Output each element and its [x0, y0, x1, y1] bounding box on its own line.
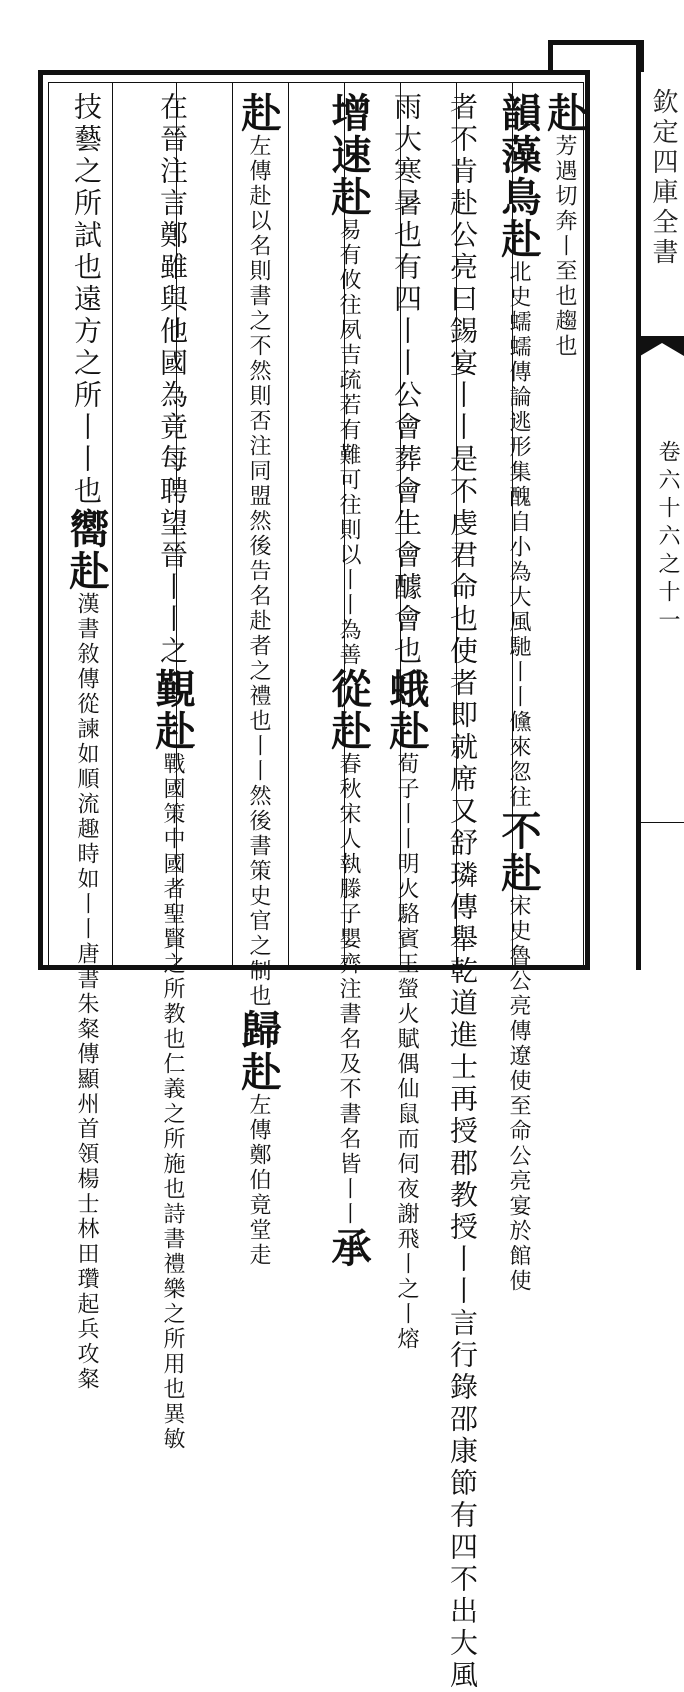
annotation-text: 易有攸往夙吉疏若有難可往則以丨丨為善	[336, 218, 361, 668]
volume-label: 卷六十六之十一	[655, 440, 680, 636]
annotation-text: 芳遇切奔丨至也趨也	[552, 134, 577, 359]
annotation-text: 北史蠕蠕傳論逃形集醜自小為大風馳丨丨儵來忽往	[506, 260, 531, 810]
entry-heading: 覲赴	[149, 668, 196, 752]
entry-heading: 從赴	[325, 668, 372, 752]
annotation-text: 春秋宋人執滕子嬰齊注書名及不書名皆丨丨	[336, 752, 361, 1227]
annotation-text: 戰國策中國者聖賢之所教也仁義之所施也詩書禮樂之所用也異敏	[160, 752, 185, 1452]
margin-rule	[640, 822, 684, 823]
entry-heading: 不赴	[495, 810, 542, 894]
entry-heading: 韻藻鳥赴	[495, 92, 542, 260]
entry-heading: 嚮赴	[63, 508, 110, 592]
entry-heading: 赴	[541, 92, 588, 134]
text-column	[120, 92, 200, 1452]
annotation-text: 左傳鄭伯竟堂走	[246, 1093, 271, 1268]
body-text: 雨大寒暑也有四丨丨公會葬會生會醵會也	[390, 92, 423, 668]
annotation-text: 左傳赴以名則書之不然則否注同盟然後告名赴者之禮也丨丨然後書策史官之制也	[246, 134, 271, 1009]
text-column	[290, 92, 376, 1269]
entry-heading: 歸赴	[235, 1009, 282, 1093]
body-text: 者不肯赴公亮曰錫宴丨丨是不虔君命也使者即就席又舒璘傳舉乾道進士再授郡教授丨丨言行錄邵康節有四不出大風	[446, 92, 479, 1692]
annotation-text: 荀子丨丨明火駱賓王螢火賦偶仙鼠而伺夜謝飛丨之丨熔	[394, 752, 419, 1352]
annotation-text: 宋史魯公亮傳遼使至命公亮宴於館使	[506, 894, 531, 1294]
entry-heading: 赴	[235, 92, 282, 134]
text-column	[200, 92, 286, 1268]
body-text: 在晉注言鄭雖與他國為竟每聘望晉丨丨之	[156, 92, 189, 668]
book-title: 欽定四庫全書	[648, 88, 678, 268]
entry-heading: 增速赴	[325, 92, 372, 218]
text-column	[378, 92, 434, 1352]
body-text: 技藝之所試也遠方之所丨丨也	[70, 92, 103, 508]
header-notch	[548, 40, 644, 72]
text-column	[52, 92, 114, 1392]
column-rule	[288, 82, 289, 966]
annotation-text: 漢書敘傳從諫如順流趣時如丨丨唐書朱粲傳顯州首領楊士林田瓚起兵攻粲	[74, 592, 99, 1392]
text-column	[434, 92, 490, 1692]
text-column	[541, 92, 592, 952]
entry-heading: 承	[325, 1227, 372, 1269]
entry-heading: 蛾赴	[383, 668, 430, 752]
text-column	[490, 92, 546, 1294]
